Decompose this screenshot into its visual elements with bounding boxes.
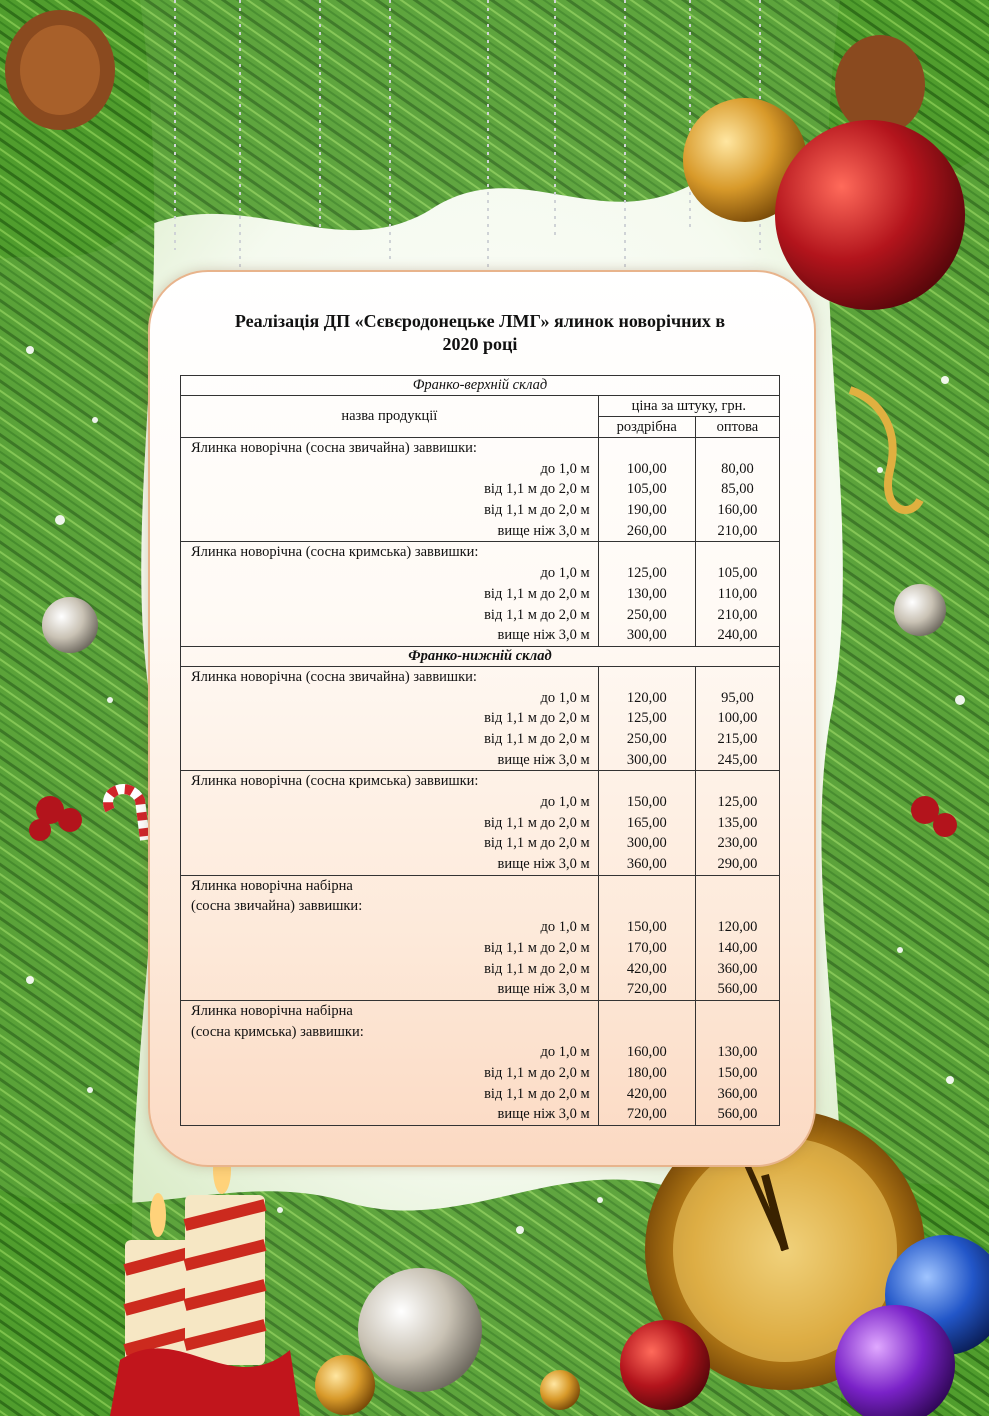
product-name-cell	[181, 875, 599, 1000]
product-caption: (сосна звичайна) заввишки:	[191, 898, 363, 915]
retail-price: 120,00	[626, 689, 667, 706]
product-name-cell	[181, 438, 599, 542]
retail-price: 105,00	[626, 481, 667, 498]
retail-price: 170,00	[626, 939, 667, 956]
product-caption: (сосна кримська) заввишки:	[191, 1023, 364, 1040]
blank-line	[696, 876, 779, 897]
size-label: від 1,1 м до 2,0 м	[484, 710, 590, 727]
size-label: вище ніж 3,0 м	[497, 627, 590, 644]
size-label: вище ніж 3,0 м	[497, 856, 590, 873]
retail-price: 165,00	[626, 814, 667, 831]
size-label: до 1,0 м	[540, 919, 590, 936]
blank-line	[599, 771, 695, 792]
title-line-2: 2020 році	[442, 334, 518, 354]
wholesale-price: 560,00	[717, 981, 758, 998]
wholesale-price: 125,00	[717, 794, 758, 810]
wholesale-price: 100,00	[717, 710, 758, 727]
product-group-row	[181, 1000, 780, 1125]
wholesale-price: 120,00	[717, 919, 758, 936]
wholesale-price: 240,00	[717, 627, 758, 644]
wholesale-price: 160,00	[717, 502, 758, 519]
wholesale-price: 140,00	[717, 939, 758, 956]
retail-price-cell	[598, 875, 695, 1000]
size-label: від 1,1 м до 2,0 м	[484, 835, 590, 852]
wholesale-price-cell	[695, 542, 779, 646]
product-group-row	[181, 438, 780, 542]
product-group-row	[181, 771, 780, 875]
wholesale-price: 95,00	[721, 689, 754, 706]
blank-line	[696, 1022, 779, 1043]
size-label: до 1,0 м	[540, 794, 590, 810]
blank-line	[696, 667, 779, 688]
product-name-cell	[181, 771, 599, 875]
blank-line	[696, 771, 779, 792]
retail-price-cell	[598, 771, 695, 875]
retail-price-cell	[598, 542, 695, 646]
wholesale-price: 210,00	[717, 522, 758, 539]
retail-price-cell	[598, 438, 695, 542]
size-label: до 1,0 м	[540, 565, 590, 582]
wholesale-price: 150,00	[717, 1064, 758, 1081]
product-caption: Ялинка новорічна (сосна кримська) заввишки:	[191, 544, 479, 561]
size-label: від 1,1 м до 2,0 м	[484, 606, 590, 623]
blank-line	[696, 1001, 779, 1022]
retail-price: 300,00	[626, 751, 667, 768]
retail-price: 125,00	[626, 710, 667, 727]
retail-price-cell	[598, 1000, 695, 1125]
product-name-header: назва продукції	[181, 396, 599, 438]
blank-line	[599, 896, 695, 917]
blank-line	[599, 667, 695, 688]
retail-price: 160,00	[626, 1044, 667, 1061]
retail-price: 150,00	[626, 919, 667, 936]
retail-price: 250,00	[626, 730, 667, 747]
product-caption: Ялинка новорічна набірна	[191, 1002, 353, 1019]
size-label: від 1,1 м до 2,0 м	[484, 585, 590, 602]
wholesale-price: 230,00	[717, 835, 758, 852]
wholesale-price-cell	[695, 666, 779, 770]
retail-price: 420,00	[626, 960, 667, 977]
blank-line	[599, 542, 695, 563]
size-label: вище ніж 3,0 м	[497, 1106, 590, 1123]
wholesale-header: оптова	[695, 417, 779, 438]
wholesale-price: 110,00	[717, 585, 758, 602]
retail-price: 300,00	[626, 835, 667, 852]
product-name-cell	[181, 542, 599, 646]
blank-line	[599, 1001, 695, 1022]
retail-price: 360,00	[626, 856, 667, 873]
product-name-cell	[181, 666, 599, 770]
size-label: від 1,1 м до 2,0 м	[484, 730, 590, 747]
size-label: від 1,1 м до 2,0 м	[484, 814, 590, 831]
blank-line	[696, 896, 779, 917]
product-caption: Ялинка новорічна (сосна звичайна) заввишки:	[191, 440, 477, 456]
size-label: вище ніж 3,0 м	[497, 751, 590, 768]
product-group-row	[181, 875, 780, 1000]
wholesale-price: 85,00	[721, 481, 754, 498]
wholesale-price: 135,00	[717, 814, 758, 831]
retail-header: роздрібна	[598, 417, 695, 438]
product-caption: Ялинка новорічна набірна	[191, 877, 353, 894]
wholesale-price: 210,00	[717, 606, 758, 623]
blank-line	[599, 1022, 695, 1043]
retail-price-cell	[598, 666, 695, 770]
wholesale-price: 105,00	[717, 565, 758, 582]
size-label: вище ніж 3,0 м	[497, 981, 590, 998]
blank-line	[599, 438, 695, 459]
wholesale-price: 215,00	[717, 730, 758, 747]
wholesale-price: 80,00	[721, 460, 754, 477]
product-caption: Ялинка новорічна (сосна звичайна) заввишки:	[191, 668, 477, 685]
retail-price: 130,00	[626, 585, 667, 602]
retail-price: 180,00	[626, 1064, 667, 1081]
document-title	[180, 310, 780, 356]
size-label: від 1,1 м до 2,0 м	[484, 960, 590, 977]
section-title: Франко-верхній склад	[181, 376, 780, 396]
wholesale-price: 360,00	[717, 960, 758, 977]
wholesale-price: 560,00	[717, 1106, 758, 1123]
price-header: ціна за штуку, грн.	[598, 396, 779, 417]
size-label: до 1,0 м	[540, 689, 590, 706]
wholesale-price: 290,00	[717, 856, 758, 873]
product-name-cell	[181, 1000, 599, 1125]
retail-price: 420,00	[626, 1085, 667, 1102]
section-title: Франко-нижній склад	[181, 646, 780, 666]
size-label: від 1,1 м до 2,0 м	[484, 481, 590, 498]
retail-price: 100,00	[626, 460, 667, 477]
retail-price: 190,00	[626, 502, 667, 519]
blank-line	[696, 542, 779, 563]
size-label: від 1,1 м до 2,0 м	[484, 502, 590, 519]
wholesale-price-cell	[695, 1000, 779, 1125]
title-line-1: Реалізація ДП «Сєвєродонецьке ЛМГ» ялинок новорічних в	[234, 311, 726, 331]
size-label: до 1,0 м	[540, 460, 590, 477]
retail-price: 720,00	[626, 981, 667, 998]
size-label: від 1,1 м до 2,0 м	[484, 1085, 590, 1102]
price-table	[180, 375, 780, 1126]
wholesale-price-cell	[695, 438, 779, 542]
size-label: вище ніж 3,0 м	[497, 522, 590, 539]
blank-line	[599, 876, 695, 897]
blank-line	[696, 438, 779, 459]
section-row	[181, 646, 780, 666]
size-label: від 1,1 м до 2,0 м	[484, 939, 590, 956]
wholesale-price-cell	[695, 875, 779, 1000]
size-label: до 1,0 м	[540, 1044, 590, 1061]
retail-price: 150,00	[626, 794, 667, 810]
product-caption: Ялинка новорічна (сосна кримська) заввишки:	[191, 773, 479, 790]
size-label: від 1,1 м до 2,0 м	[484, 1064, 590, 1081]
wholesale-price: 360,00	[717, 1085, 758, 1102]
retail-price: 260,00	[626, 522, 667, 539]
retail-price: 720,00	[626, 1106, 667, 1123]
product-group-row	[181, 542, 780, 646]
retail-price: 250,00	[626, 606, 667, 623]
wholesale-price-cell	[695, 771, 779, 875]
product-group-row	[181, 666, 780, 770]
wholesale-price: 245,00	[717, 751, 758, 768]
retail-price: 300,00	[626, 627, 667, 644]
retail-price: 125,00	[626, 565, 667, 582]
wholesale-price: 130,00	[717, 1044, 758, 1061]
